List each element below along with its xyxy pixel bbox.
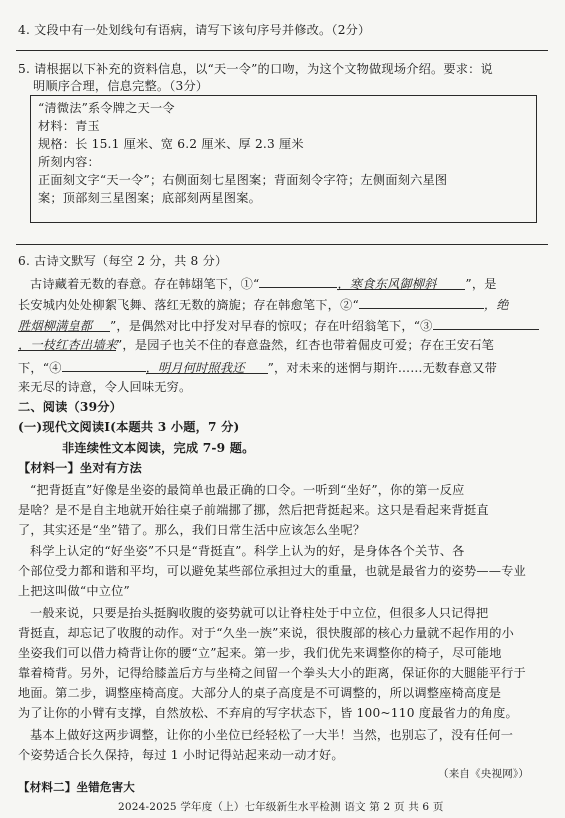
answer-line-q4 [16, 50, 548, 51]
q6-text-5a: ”，是园子也关不住的春意盎然，红杏也带着倔皮可爱；存在王安石笔 [116, 338, 495, 352]
artifact-spec: 规格：长 15.1 厘米、宽 6.2 厘米、厚 2.3 厘米 [38, 137, 304, 151]
page-footer: 2024-2025 学年度（上）七年级新生水平检测 语文 第 2 页 共 6 页 [118, 801, 444, 813]
q6-text-2a: 古诗藏着无数的春意。存在韩翃笔下，①“ [30, 277, 260, 291]
q6-line-5 [18, 337, 494, 353]
question-5-line1: 5. 请根据以下补充的资料信息，以“天一令”的口吻，为这个文物做现场介绍。要求：说 [18, 62, 493, 76]
artifact-content-1: 正面刻文字“天一令”；右侧面刻七星图案；背面刻令字符；左侧面刻六星图 [38, 173, 448, 187]
m1-p2-l3: 上把这叫做“中立位” [18, 584, 130, 598]
material-1-label: 【材料一】坐对有方法 [18, 461, 142, 475]
q6-line-4 [18, 316, 539, 334]
q6-text-2b: ”，是 [465, 277, 497, 291]
artifact-title: “清微法”系令牌之天一令 [38, 101, 175, 115]
q6-line-2 [30, 274, 497, 292]
blank-1a [259, 274, 337, 288]
q6-text-6b: ”，对未来的迷惘与期许……无数春意又带 [267, 361, 497, 375]
blank-2a [359, 295, 484, 309]
q6-line-3 [18, 295, 509, 313]
m1-p1-l2: 是啥？是不是自主地就开始往桌子前端挪了挪，然后把背挺起来。这只是看起来背挺直 [18, 503, 489, 517]
section-modern-reading-heading: (一)现代文阅读Ⅰ(本题共 3 小题，7 分) [18, 420, 240, 434]
q6-text-3a: 长安城内处处柳絮飞舞、落红无数的旖旎；存在韩愈笔下，②“ [18, 298, 359, 312]
m1-p3-l1: 一般来说，只要是抬头挺胸收腹的姿势就可以让脊柱处于中立位，但很多人只记得把 [30, 606, 489, 620]
material-2-label: 【材料二】坐错危害大 [18, 780, 135, 794]
m1-p4-l2: 个姿势适合长久保持，每过 1 小时记得站起来动一动才好。 [18, 748, 344, 762]
question-5-line2: 明顺序合理，信息完整。（3分） [33, 79, 209, 93]
m1-p2-l1: 科学上认定的“好坐姿”不只是“背挺直”。科学上认为的好，是身体各个关节、各 [30, 544, 465, 558]
artifact-content-label: 所刻内容： [38, 155, 100, 169]
material-1-source: （来自《央视网》） [438, 768, 530, 780]
blank-4-answer: ，明月何时照我还 [146, 360, 268, 374]
blank-1-answer: ，寒食东风御柳斜 [337, 276, 465, 290]
m1-p2-l2: 个部位受力都和谐和平均，可以避免某些部位承担过大的重量，也就是最省力的姿势——专业 [18, 564, 526, 578]
m1-p3-l6: 为了让你的小臂有支撑，自然放松、不弃肩的写字状态下，皆 100~110 度最省力的角度。 [18, 706, 518, 720]
m1-p3-l3: 坐姿我们可以借力椅背让你的腰“立”起来。第一步，我们优先来调整你的椅子，尽可能地 [18, 646, 502, 660]
blank-2-answer-end: 胜烟柳满皇都 [18, 318, 110, 332]
artifact-material: 材料：青玉 [38, 119, 100, 133]
question-6-heading: 6. 古诗文默写（每空 2 分，共 8 分） [18, 254, 228, 268]
m1-p1-l1: “把背挺直”好像是坐姿的最简单也最正确的口令。一听到“坐好”，你的第一反应 [30, 483, 465, 497]
section-reading-heading: 二、阅读（39分） [18, 400, 123, 414]
m1-p3-l4: 靠着椅背。另外，记得给膝盖后方与坐椅之间留一个拳头大小的距离，保证你的大腿能平行于 [18, 666, 526, 680]
q6-line-7: 来无尽的诗意，令人回味无穷。 [18, 380, 192, 394]
q6-text-6a: 下，“④ [18, 361, 62, 375]
m1-p3-l5: 地面。第二步，调整座椅高度。大部分人的桌子高度是不可调整的，所以调整座椅高度是 [18, 686, 502, 700]
q6-text-4a: ”，是偶然对比中抒发对早春的惊叹；存在叶绍翁笔下，“③ [110, 319, 433, 333]
m1-p1-l3: 了，其实还是“坐”错了。那么，我们日常生活中应该怎么坐呢？ [18, 523, 366, 537]
question-4: 4. 文段中有一处划线句有语病，请写下该句序号并修改。（2分） [18, 23, 371, 37]
answer-line-q5 [16, 244, 548, 245]
m1-p3-l2: 背挺直，却忘记了收腹的动作。对于“久坐一族”来说，很快腹部的核心力量就不起作用的小 [18, 626, 514, 640]
blank-3-answer: ，一枝红杏出墙来 [18, 338, 118, 352]
blank-2-answer-start: ，绝 [483, 298, 509, 312]
artifact-content-2: 案；顶部刻三星图案；底部刻两星图案。 [38, 191, 261, 205]
m1-p4-l1: 基本上做好这两步调整，让你的小坐位已经轻松了一大半！当然，也别忘了，没有任何一 [30, 728, 514, 742]
reading-intro: 非连续性文本阅读，完成 7-9 题。 [62, 441, 255, 455]
blank-3a [433, 316, 539, 330]
q6-line-6 [18, 358, 497, 376]
blank-4a [62, 358, 146, 372]
